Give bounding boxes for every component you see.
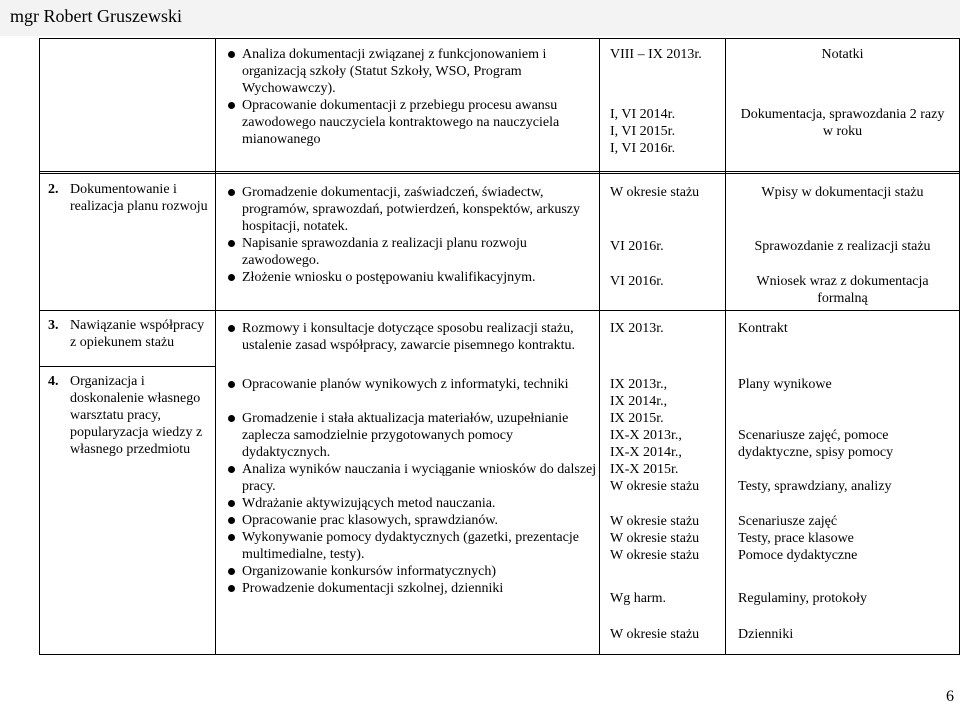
evidence: Plany wynikowe [738, 377, 832, 392]
list-item: Opracowanie dokumentacji z przebiegu procesu awansu zawodowego nauczyciela kontraktowego na nauczyciela mianowanego [226, 97, 598, 148]
row-title: Dokumentowanie i realizacja planu rozwoju [70, 182, 208, 214]
term: VI 2016r. [610, 274, 664, 289]
evidence: Testy, sprawdziany, analizy [738, 479, 892, 494]
list-item: Rozmowy i konsultacje dotyczące sposobu realizacji stażu, ustalenie zasad współpracy, zawarcie pisemnego kontraktu. [226, 320, 598, 354]
evidence: Regulaminy, protokoły [738, 591, 867, 606]
list-item: Prowadzenie dokumentacji szkolnej, dzienniki [226, 580, 598, 597]
term: W okresie stażu [610, 514, 700, 529]
evidence: Wpisy w dokumentacji stażu [761, 185, 924, 200]
row4-task-list [226, 376, 598, 597]
row-number: 2. [48, 182, 59, 197]
row-title: Nawiązanie współpracy z opiekunem stażu [70, 318, 205, 350]
page-header [0, 0, 960, 36]
table-line [599, 38, 600, 655]
evidence: Dzienniki [738, 627, 794, 642]
list-item: Opracowanie planów wynikowych z informatyki, techniki [226, 376, 598, 393]
table-line [39, 173, 960, 174]
row-number: 3. [48, 318, 59, 333]
evidence: Sprawozdanie z realizacji stażu [754, 239, 931, 254]
table-line [39, 310, 960, 311]
table-line [39, 38, 40, 655]
evidence: Testy, prace klasowe [738, 531, 854, 546]
term: W okresie stażu [610, 185, 700, 200]
term: IX-X 2013r., [610, 428, 682, 443]
table-line [39, 366, 215, 367]
list-item: Opracowanie prac klasowych, sprawdzianów. [226, 512, 598, 529]
evidence: Pomoce dydaktyczne [738, 548, 858, 563]
row-number: 4. [48, 374, 59, 389]
row-title: Organizacja i doskonalenie własnego warsztatu pracy, popularyzacja wiedzy z własnego przedmiotu [70, 374, 203, 457]
term: W okresie stażu [610, 548, 700, 563]
table-line [39, 171, 960, 172]
evidence: Dokumentacja, sprawozdania 2 razy w roku [740, 107, 945, 139]
evidence: Kontrakt [738, 321, 788, 336]
list-item: Złożenie wniosku o postępowaniu kwalifikacyjnym. [226, 269, 598, 286]
evidence: Notatki [821, 47, 864, 62]
row3-task-list [226, 320, 598, 354]
term: IX-X 2014r., [610, 445, 682, 460]
row1-task-list [226, 46, 598, 148]
term: I, VI 2015r. [610, 124, 676, 139]
term: W okresie stażu [610, 479, 700, 494]
list-item: Napisanie sprawozdania z realizacji planu rozwoju zawodowego. [226, 235, 598, 269]
term: VI 2016r. [610, 239, 664, 254]
evidence: Scenariusze zajęć [738, 514, 838, 529]
list-item: Organizowanie konkursów informatycznych) [226, 563, 598, 580]
table-line [725, 38, 726, 655]
list-item: Analiza wyników nauczania i wyciąganie wniosków do dalszej pracy. [226, 461, 598, 495]
term: Wg harm. [610, 591, 666, 606]
term: W okresie stażu [610, 627, 700, 642]
evidence: Wniosek wraz z dokumentacja formalną [756, 274, 929, 306]
term: IX-X 2015r. [610, 462, 679, 477]
term: I, VI 2014r. [610, 107, 676, 122]
page-number: 6 [946, 688, 954, 705]
term: VIII – IX 2013r. [610, 47, 702, 62]
term: IX 2015r. [610, 411, 664, 426]
list-item: Wdrażanie aktywizujących metod nauczania. [226, 495, 598, 512]
term: W okresie stażu [610, 531, 700, 546]
table-line [39, 654, 960, 655]
list-item: Gromadzenie i stała aktualizacja materiałów, uzupełnianie zaplecza samodzielnie przygotowanych pomocy dydaktycznych. [226, 410, 598, 461]
term: IX 2013r. [610, 321, 664, 336]
row2-task-list [226, 184, 598, 286]
author-name: mgr Robert Gruszewski [10, 6, 182, 26]
list-item: Analiza dokumentacji związanej z funkcjonowaniem i organizacją szkoły (Statut Szkoły, WSO, Program Wychowawczy). [226, 46, 598, 97]
term: IX 2013r., [610, 377, 668, 392]
list-item: Gromadzenie dokumentacji, zaświadczeń, świadectw, programów, sprawozdań, potwierdzeń, konspektów, arkuszy hospitacji, notatek. [226, 184, 598, 235]
table-line [39, 38, 960, 39]
table-line [215, 38, 216, 655]
term: IX 2014r., [610, 394, 668, 409]
evidence: Scenariusze zajęć, pomoce dydaktyczne, spisy pomocy [738, 428, 894, 460]
list-item: Wykonywanie pomocy dydaktycznych (gazetki, prezentacje multimedialne, testy). [226, 529, 598, 563]
term: I, VI 2016r. [610, 141, 676, 156]
